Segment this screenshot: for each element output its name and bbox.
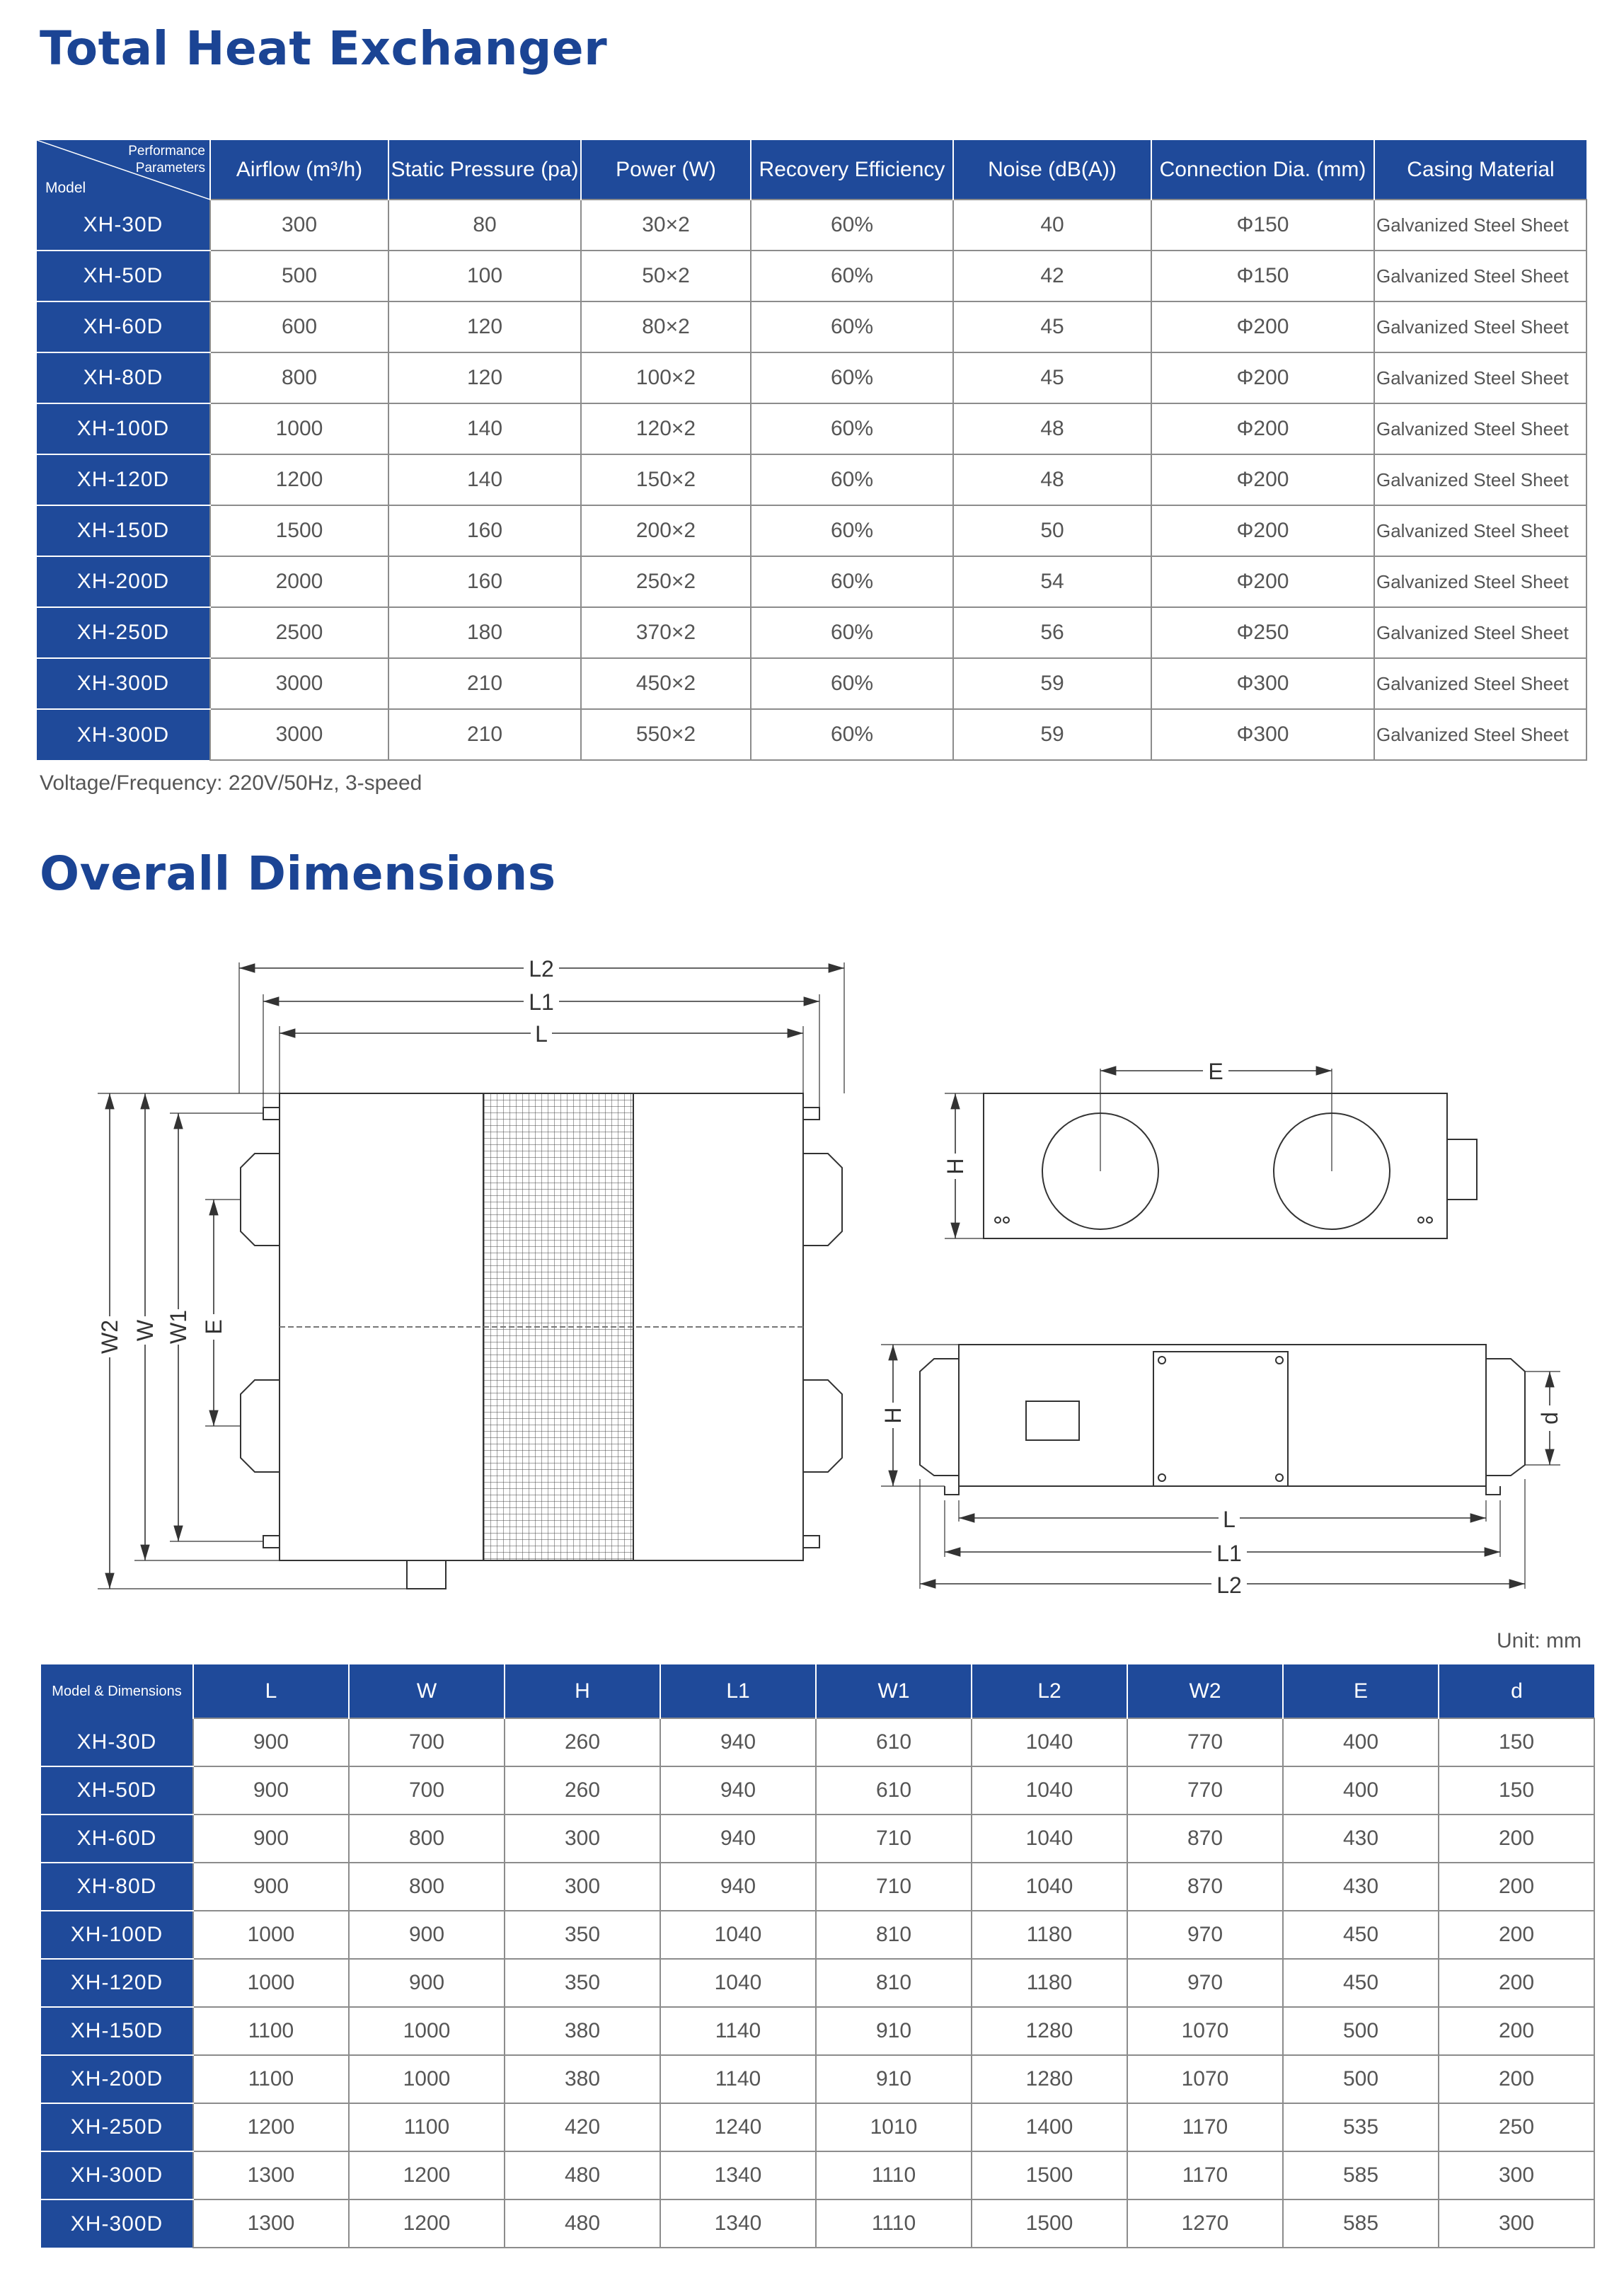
table-cell: 430 [1283,1863,1439,1911]
table-cell: 120 [388,301,581,352]
table-cell: 1200 [210,454,388,505]
table-cell: 900 [349,1911,505,1959]
table-cell: Φ200 [1151,403,1374,454]
model-cell: XH-300D [41,2199,193,2248]
table-corner-header [37,140,210,200]
model-cell: XH-30D [37,200,210,251]
table-cell: 700 [349,1766,505,1815]
table-cell: 80×2 [581,301,751,352]
header-casing-material: Casing Material [1374,140,1586,200]
table-cell: 970 [1127,1959,1283,2007]
table-cell: Galvanized Steel Sheet [1374,709,1586,760]
label-l1: L1 [529,989,554,1015]
dim-header-l2: L2 [972,1664,1127,1718]
table-cell: 800 [210,352,388,403]
table-cell: 1040 [972,1718,1127,1766]
table-cell: 1000 [193,1959,349,2007]
header-static-pressure: Static Pressure (pa) [388,140,581,200]
table-cell: 1200 [193,2103,349,2151]
table-cell: Galvanized Steel Sheet [1374,251,1586,301]
label-w1: W1 [166,1310,191,1344]
label-l2-front: L2 [1216,1572,1242,1598]
table-cell: 3000 [210,709,388,760]
table-cell: 1280 [972,2055,1127,2103]
dim-header-h: H [505,1664,660,1718]
table-cell: 810 [816,1911,972,1959]
table-cell: 870 [1127,1815,1283,1863]
table-cell: 500 [1283,2007,1439,2055]
label-d: d [1537,1412,1562,1425]
table-cell: 60% [751,556,953,607]
table-cell: 60% [751,607,953,658]
table-cell: 180 [388,607,581,658]
table-cell: 370×2 [581,607,751,658]
corner-parameters-label: Performance Parameters [128,144,205,176]
table-cell: 610 [816,1766,972,1815]
table-row [41,1718,1594,1766]
table-cell: Φ200 [1151,556,1374,607]
table-row [37,709,1586,760]
table-cell: 54 [953,556,1151,607]
model-cell: XH-60D [41,1815,193,1863]
table-cell: 1110 [816,2151,972,2199]
table-cell: 550×2 [581,709,751,760]
table-cell: 1180 [972,1959,1127,2007]
table-row [37,251,1586,301]
table-cell: 120×2 [581,403,751,454]
table-cell: 380 [505,2055,660,2103]
table-cell: 260 [505,1766,660,1815]
model-cell: XH-200D [37,556,210,607]
table-row [37,403,1586,454]
table-cell: 1500 [972,2151,1127,2199]
dim-corner-header: Model & Dimensions [41,1664,193,1718]
table-cell: 260 [505,1718,660,1766]
table-cell: 535 [1283,2103,1439,2151]
table-cell: 450 [1283,1959,1439,2007]
table-cell: 910 [816,2007,972,2055]
table-cell: 900 [193,1815,349,1863]
table-cell: 350 [505,1911,660,1959]
table-row [37,454,1586,505]
top-view-drawing [98,962,844,1589]
header-power: Power (W) [581,140,751,200]
label-h-side: H [943,1158,968,1175]
table-cell: Φ150 [1151,251,1374,301]
table-cell: 710 [816,1863,972,1911]
table-cell: 900 [349,1959,505,2007]
table-cell: 940 [660,1815,816,1863]
table-cell: 970 [1127,1911,1283,1959]
table-cell: Φ300 [1151,709,1374,760]
table-cell: 150 [1439,1766,1594,1815]
table-row [37,301,1586,352]
table-row [41,2199,1594,2248]
table-cell: 3000 [210,658,388,709]
voltage-note: Voltage/Frequency: 220V/50Hz, 3-speed [40,771,422,795]
table-row [41,2151,1594,2199]
table-cell: 400 [1283,1718,1439,1766]
table-cell: 480 [505,2151,660,2199]
table-cell: 140 [388,454,581,505]
table-cell: 250×2 [581,556,751,607]
model-cell: XH-150D [41,2007,193,2055]
table-cell: 200 [1439,1911,1594,1959]
table-cell: 1340 [660,2199,816,2248]
model-cell: XH-30D [41,1718,193,1766]
table-cell: Galvanized Steel Sheet [1374,352,1586,403]
label-e-side: E [1208,1059,1223,1084]
table-cell: 1170 [1127,2103,1283,2151]
table-cell: 800 [349,1863,505,1911]
table-cell: 40 [953,200,1151,251]
table-cell: Galvanized Steel Sheet [1374,403,1586,454]
table-cell: 150 [1439,1718,1594,1766]
model-cell: XH-60D [37,301,210,352]
table-cell: 1280 [972,2007,1127,2055]
table-cell: 400 [1283,1766,1439,1815]
table-cell: 1300 [193,2151,349,2199]
table-cell: 45 [953,352,1151,403]
model-cell: XH-100D [37,403,210,454]
table-cell: 48 [953,454,1151,505]
table-cell: 900 [193,1766,349,1815]
table-cell: 210 [388,658,581,709]
table-cell: 80 [388,200,581,251]
dim-header-w2: W2 [1127,1664,1283,1718]
table-cell: 60% [751,251,953,301]
table-row [37,607,1586,658]
table-cell: 1040 [972,1766,1127,1815]
header-recovery-efficiency: Recovery Efficiency [751,140,953,200]
table-row [41,2007,1594,2055]
table-cell: 500 [210,251,388,301]
table-cell: 1300 [193,2199,349,2248]
table-cell: Φ300 [1151,658,1374,709]
table-cell: 940 [660,1766,816,1815]
table-cell: 350 [505,1959,660,2007]
performance-table [37,140,1587,761]
header-connection-dia: Connection Dia. (mm) [1151,140,1374,200]
table-cell: 60% [751,454,953,505]
table-cell: 710 [816,1815,972,1863]
table-cell: 1270 [1127,2199,1283,2248]
table-row [41,2103,1594,2151]
table-cell: 48 [953,403,1151,454]
label-l-front: L [1223,1507,1236,1532]
table-cell: 500 [1283,2055,1439,2103]
model-cell: XH-120D [41,1959,193,2007]
table-cell: 1040 [660,1959,816,2007]
table-cell: Φ200 [1151,505,1374,556]
table-cell: 300 [1439,2199,1594,2248]
table-cell: 810 [816,1959,972,2007]
table-cell: 1100 [349,2103,505,2151]
table-row [41,1766,1594,1815]
table-cell: 60% [751,658,953,709]
table-row [41,1959,1594,2007]
model-cell: XH-150D [37,505,210,556]
table-cell: Galvanized Steel Sheet [1374,200,1586,251]
unit-note: Unit: mm [1497,1629,1582,1652]
table-cell: Φ250 [1151,607,1374,658]
table-cell: 585 [1283,2151,1439,2199]
table-cell: 60% [751,709,953,760]
table-cell: 300 [505,1815,660,1863]
table-cell: 1000 [349,2007,505,2055]
model-cell: XH-50D [41,1766,193,1815]
label-e-left: E [201,1319,226,1335]
table-cell: Φ200 [1151,454,1374,505]
table-cell: 160 [388,505,581,556]
table-cell: 150×2 [581,454,751,505]
table-cell: 900 [193,1863,349,1911]
table-cell: 200 [1439,2055,1594,2103]
dimensions-title: Overall Dimensions [40,846,556,901]
table-cell: 1040 [972,1863,1127,1911]
dimension-drawings [0,934,1624,1614]
table-cell: 100×2 [581,352,751,403]
table-cell: Galvanized Steel Sheet [1374,607,1586,658]
table-cell: 1500 [210,505,388,556]
table-cell: 700 [349,1718,505,1766]
table-cell: 480 [505,2199,660,2248]
table-cell: 60% [751,301,953,352]
table-cell: 210 [388,709,581,760]
dim-header-l1: L1 [660,1664,816,1718]
table-cell: Galvanized Steel Sheet [1374,658,1586,709]
table-cell: 1000 [193,1911,349,1959]
table-cell: Φ150 [1151,200,1374,251]
table-cell: 200 [1439,1959,1594,2007]
model-cell: XH-250D [37,607,210,658]
table-cell: 870 [1127,1863,1283,1911]
table-cell: 59 [953,709,1151,760]
label-w: W [132,1319,158,1342]
model-cell: XH-80D [41,1863,193,1911]
table-cell: 1240 [660,2103,816,2151]
table-cell: 1100 [193,2055,349,2103]
table-cell: 60% [751,200,953,251]
table-cell: 50 [953,505,1151,556]
table-cell: 60% [751,352,953,403]
model-cell: XH-100D [41,1911,193,1959]
performance-title: Total Heat Exchanger [40,21,608,76]
table-cell: 610 [816,1718,972,1766]
table-cell: Galvanized Steel Sheet [1374,556,1586,607]
table-cell: 2500 [210,607,388,658]
model-cell: XH-250D [41,2103,193,2151]
side-view-drawing [945,1069,1477,1238]
label-l1-front: L1 [1216,1541,1242,1566]
table-cell: 1100 [193,2007,349,2055]
table-cell: 420 [505,2103,660,2151]
table-cell: 56 [953,607,1151,658]
header-noise: Noise (dB(A)) [953,140,1151,200]
table-cell: 250 [1439,2103,1594,2151]
table-cell: 1500 [972,2199,1127,2248]
table-cell: 600 [210,301,388,352]
table-cell: 1070 [1127,2007,1283,2055]
model-cell: XH-300D [37,658,210,709]
table-row [37,505,1586,556]
table-row [41,2055,1594,2103]
table-cell: 940 [660,1863,816,1911]
table-cell: 42 [953,251,1151,301]
dimensions-table [41,1664,1595,2248]
table-cell: 1040 [972,1815,1127,1863]
table-cell: 770 [1127,1718,1283,1766]
dim-header-l: L [193,1664,349,1718]
table-cell: 300 [1439,2151,1594,2199]
table-cell: 30×2 [581,200,751,251]
table-cell: Galvanized Steel Sheet [1374,454,1586,505]
table-row [41,1863,1594,1911]
table-row [41,1911,1594,1959]
table-cell: 1200 [349,2151,505,2199]
table-row [37,352,1586,403]
table-cell: 120 [388,352,581,403]
table-row [37,556,1586,607]
table-cell: 380 [505,2007,660,2055]
table-cell: 1040 [660,1911,816,1959]
table-row [37,200,1586,251]
table-cell: 1140 [660,2055,816,2103]
model-cell: XH-120D [37,454,210,505]
table-cell: 50×2 [581,251,751,301]
table-cell: 1180 [972,1911,1127,1959]
table-cell: 200 [1439,2007,1594,2055]
model-cell: XH-300D [37,709,210,760]
table-cell: 200×2 [581,505,751,556]
table-row [37,658,1586,709]
dim-header-e: E [1283,1664,1439,1718]
table-cell: Galvanized Steel Sheet [1374,301,1586,352]
table-cell: 1000 [210,403,388,454]
table-cell: 200 [1439,1863,1594,1911]
label-l2: L2 [529,956,554,982]
table-cell: 900 [193,1718,349,1766]
table-cell: 1000 [349,2055,505,2103]
model-cell: XH-200D [41,2055,193,2103]
table-cell: 1070 [1127,2055,1283,2103]
table-cell: 1140 [660,2007,816,2055]
table-cell: 1170 [1127,2151,1283,2199]
table-cell: 45 [953,301,1151,352]
table-cell: 59 [953,658,1151,709]
table-cell: Φ200 [1151,301,1374,352]
table-cell: Galvanized Steel Sheet [1374,505,1586,556]
header-airflow: Airflow (m³/h) [210,140,388,200]
label-h-front: H [880,1407,906,1424]
dim-header-w1: W1 [816,1664,972,1718]
label-w2: W2 [97,1320,122,1354]
table-cell: 940 [660,1718,816,1766]
table-cell: 160 [388,556,581,607]
table-cell: Φ200 [1151,352,1374,403]
dim-header-d: d [1439,1664,1594,1718]
table-cell: 1010 [816,2103,972,2151]
model-cell: XH-50D [37,251,210,301]
table-cell: 2000 [210,556,388,607]
table-cell: 770 [1127,1766,1283,1815]
model-cell: XH-300D [41,2151,193,2199]
table-cell: 100 [388,251,581,301]
table-cell: 60% [751,403,953,454]
table-cell: 430 [1283,1815,1439,1863]
model-cell: XH-80D [37,352,210,403]
table-cell: 200 [1439,1815,1594,1863]
table-cell: 450 [1283,1911,1439,1959]
table-cell: 1340 [660,2151,816,2199]
table-row [41,1815,1594,1863]
table-cell: 1110 [816,2199,972,2248]
table-cell: 1200 [349,2199,505,2248]
table-cell: 300 [505,1863,660,1911]
table-cell: 800 [349,1815,505,1863]
corner-model-label: Model [45,180,86,196]
table-cell: 300 [210,200,388,251]
table-cell: 585 [1283,2199,1439,2248]
label-l: L [535,1021,548,1047]
table-cell: 450×2 [581,658,751,709]
table-cell: 140 [388,403,581,454]
table-cell: 1400 [972,2103,1127,2151]
dim-header-w: W [349,1664,505,1718]
table-cell: 910 [816,2055,972,2103]
table-cell: 60% [751,505,953,556]
